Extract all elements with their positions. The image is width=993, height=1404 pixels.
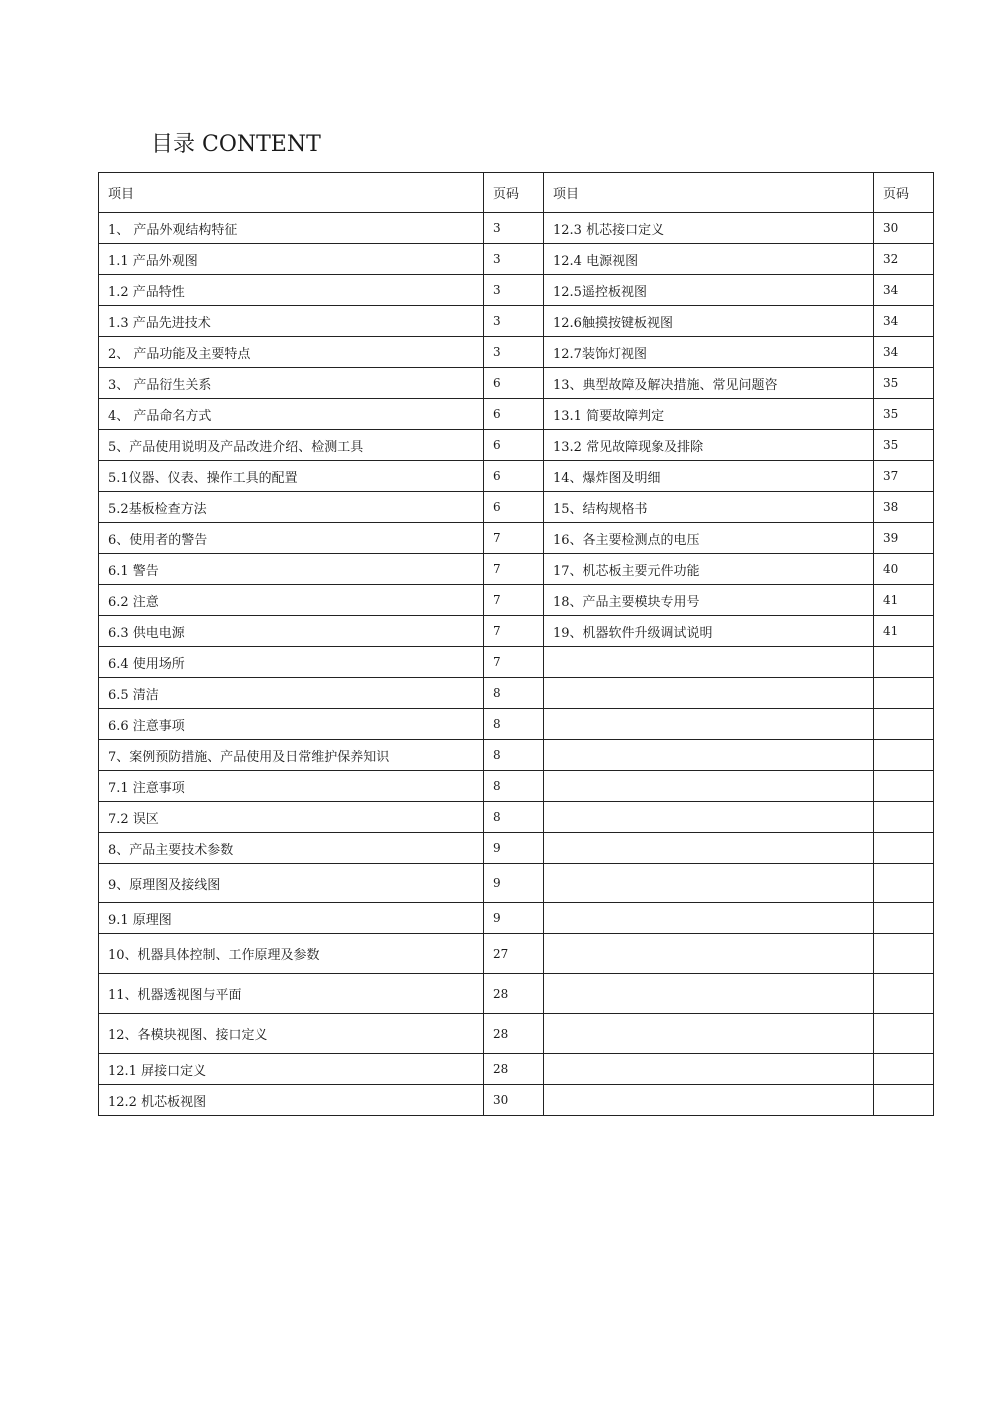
toc-left-item: 5.2基板检查方法	[99, 492, 484, 523]
table-row	[99, 802, 934, 833]
table-row	[99, 585, 934, 616]
toc-left-page: 28	[484, 974, 544, 1014]
toc-left-page: 28	[484, 1014, 544, 1054]
toc-right-page: 39	[874, 523, 934, 554]
toc-right-item: 15、结构规格书	[544, 492, 874, 523]
toc-left-page: 6	[484, 492, 544, 523]
toc-right-page: 34	[874, 275, 934, 306]
table-header-row	[99, 173, 934, 213]
toc-left-item: 6.4 使用场所	[99, 647, 484, 678]
table-row	[99, 275, 934, 306]
toc-right-item	[544, 903, 874, 934]
toc-left-item: 8、产品主要技术参数	[99, 833, 484, 864]
toc-right-item	[544, 802, 874, 833]
toc-left-item: 7.1 注意事项	[99, 771, 484, 802]
toc-left-page: 6	[484, 399, 544, 430]
toc-right-item	[544, 1085, 874, 1116]
toc-right-page	[874, 864, 934, 903]
toc-right-page: 40	[874, 554, 934, 585]
toc-left-page: 9	[484, 833, 544, 864]
toc-left-item: 6.1 警告	[99, 554, 484, 585]
toc-left-page: 6	[484, 461, 544, 492]
toc-left-item: 2、 产品功能及主要特点	[99, 337, 484, 368]
toc-left-page: 7	[484, 523, 544, 554]
toc-right-item: 12.5遥控板视图	[544, 275, 874, 306]
toc-right-page: 38	[874, 492, 934, 523]
toc-left-item: 1.1 产品外观图	[99, 244, 484, 275]
toc-left-item: 7.2 误区	[99, 802, 484, 833]
toc-right-page	[874, 974, 934, 1014]
table-row	[99, 306, 934, 337]
table-row	[99, 492, 934, 523]
toc-left-page: 6	[484, 368, 544, 399]
header-left-item: 项目	[99, 173, 484, 213]
toc-left-page: 8	[484, 740, 544, 771]
toc-right-page: 35	[874, 430, 934, 461]
toc-right-item	[544, 647, 874, 678]
table-row	[99, 864, 934, 903]
toc-left-page: 27	[484, 934, 544, 974]
toc-right-page: 35	[874, 368, 934, 399]
toc-right-page: 30	[874, 213, 934, 244]
table-row	[99, 244, 934, 275]
table-row	[99, 974, 934, 1014]
toc-right-item: 12.3 机芯接口定义	[544, 213, 874, 244]
toc-right-page	[874, 1085, 934, 1116]
toc-left-item: 1.2 产品特性	[99, 275, 484, 306]
toc-left-item: 6.2 注意	[99, 585, 484, 616]
header-right-page: 页码	[874, 173, 934, 213]
table-row	[99, 678, 934, 709]
table-row	[99, 709, 934, 740]
toc-right-item: 17、机芯板主要元件功能	[544, 554, 874, 585]
toc-left-page: 9	[484, 864, 544, 903]
toc-right-item: 12.7装饰灯视图	[544, 337, 874, 368]
toc-left-item: 6、使用者的警告	[99, 523, 484, 554]
toc-right-item	[544, 934, 874, 974]
table-row	[99, 430, 934, 461]
toc-right-item: 13.2 常见故障现象及排除	[544, 430, 874, 461]
toc-right-page	[874, 903, 934, 934]
toc-right-page: 41	[874, 585, 934, 616]
toc-right-page	[874, 647, 934, 678]
toc-right-page	[874, 802, 934, 833]
toc-left-page: 8	[484, 709, 544, 740]
toc-left-page: 7	[484, 554, 544, 585]
toc-right-item	[544, 678, 874, 709]
toc-left-page: 6	[484, 430, 544, 461]
table-row	[99, 647, 934, 678]
table-row	[99, 616, 934, 647]
toc-right-item: 19、机器软件升级调试说明	[544, 616, 874, 647]
toc-left-item: 12、各模块视图、接口定义	[99, 1014, 484, 1054]
toc-left-item: 9、原理图及接线图	[99, 864, 484, 903]
toc-left-item: 3、 产品衍生关系	[99, 368, 484, 399]
table-row	[99, 399, 934, 430]
toc-right-item	[544, 709, 874, 740]
toc-left-page: 3	[484, 275, 544, 306]
toc-left-item: 12.2 机芯板视图	[99, 1085, 484, 1116]
table-row	[99, 771, 934, 802]
toc-right-page: 34	[874, 306, 934, 337]
toc-right-item	[544, 833, 874, 864]
table-row	[99, 523, 934, 554]
toc-left-item: 5.1仪器、仪表、操作工具的配置	[99, 461, 484, 492]
page-title: 目录 CONTENT	[151, 132, 321, 157]
toc-right-item: 18、产品主要模块专用号	[544, 585, 874, 616]
toc-right-item	[544, 740, 874, 771]
toc-right-page	[874, 740, 934, 771]
toc-right-item: 12.6触摸按键板视图	[544, 306, 874, 337]
toc-right-item	[544, 771, 874, 802]
toc-left-item: 10、机器具体控制、工作原理及参数	[99, 934, 484, 974]
toc-left-page: 7	[484, 647, 544, 678]
toc-right-item	[544, 864, 874, 903]
toc-left-item: 1.3 产品先进技术	[99, 306, 484, 337]
toc-table	[98, 172, 934, 1116]
toc-right-page: 37	[874, 461, 934, 492]
toc-left-item: 6.5 清洁	[99, 678, 484, 709]
table-row	[99, 934, 934, 974]
header-right-item: 项目	[544, 173, 874, 213]
table-row	[99, 368, 934, 399]
toc-right-item	[544, 1054, 874, 1085]
toc-right-item: 13.1 简要故障判定	[544, 399, 874, 430]
toc-left-item: 7、案例预防措施、产品使用及日常维护保养知识	[99, 740, 484, 771]
toc-right-page	[874, 934, 934, 974]
toc-left-page: 3	[484, 213, 544, 244]
toc-left-item: 1、 产品外观结构特征	[99, 213, 484, 244]
toc-left-item: 12.1 屏接口定义	[99, 1054, 484, 1085]
toc-right-page: 34	[874, 337, 934, 368]
table-row	[99, 337, 934, 368]
toc-right-page	[874, 833, 934, 864]
toc-left-item: 6.6 注意事项	[99, 709, 484, 740]
toc-right-page	[874, 1054, 934, 1085]
toc-right-page	[874, 709, 934, 740]
table-row	[99, 1054, 934, 1085]
toc-left-page: 3	[484, 244, 544, 275]
toc-left-page: 7	[484, 585, 544, 616]
toc-body	[99, 173, 934, 1116]
table-row	[99, 833, 934, 864]
toc-left-page: 3	[484, 306, 544, 337]
table-row	[99, 213, 934, 244]
toc-right-item	[544, 974, 874, 1014]
toc-right-item: 14、爆炸图及明细	[544, 461, 874, 492]
table-row	[99, 1014, 934, 1054]
toc-left-page: 8	[484, 771, 544, 802]
toc-right-page	[874, 678, 934, 709]
table-row	[99, 740, 934, 771]
toc-left-item: 11、机器透视图与平面	[99, 974, 484, 1014]
toc-left-page: 28	[484, 1054, 544, 1085]
header-left-page: 页码	[484, 173, 544, 213]
toc-right-item	[544, 1014, 874, 1054]
toc-left-item: 9.1 原理图	[99, 903, 484, 934]
toc-left-item: 4、 产品命名方式	[99, 399, 484, 430]
toc-left-page: 7	[484, 616, 544, 647]
toc-right-page	[874, 771, 934, 802]
toc-right-page: 32	[874, 244, 934, 275]
toc-left-page: 3	[484, 337, 544, 368]
toc-right-page: 41	[874, 616, 934, 647]
toc-left-item: 6.3 供电电源	[99, 616, 484, 647]
toc-right-item: 16、各主要检测点的电压	[544, 523, 874, 554]
toc-left-page: 30	[484, 1085, 544, 1116]
toc-left-page: 8	[484, 678, 544, 709]
toc-right-page: 35	[874, 399, 934, 430]
toc-right-item: 12.4 电源视图	[544, 244, 874, 275]
toc-right-page	[874, 1014, 934, 1054]
table-row	[99, 554, 934, 585]
table-row	[99, 1085, 934, 1116]
toc-left-item: 5、产品使用说明及产品改进介绍、检测工具	[99, 430, 484, 461]
table-row	[99, 461, 934, 492]
table-row	[99, 903, 934, 934]
toc-left-page: 8	[484, 802, 544, 833]
toc-right-item: 13、典型故障及解决措施、常见问题咨	[544, 368, 874, 399]
toc-left-page: 9	[484, 903, 544, 934]
